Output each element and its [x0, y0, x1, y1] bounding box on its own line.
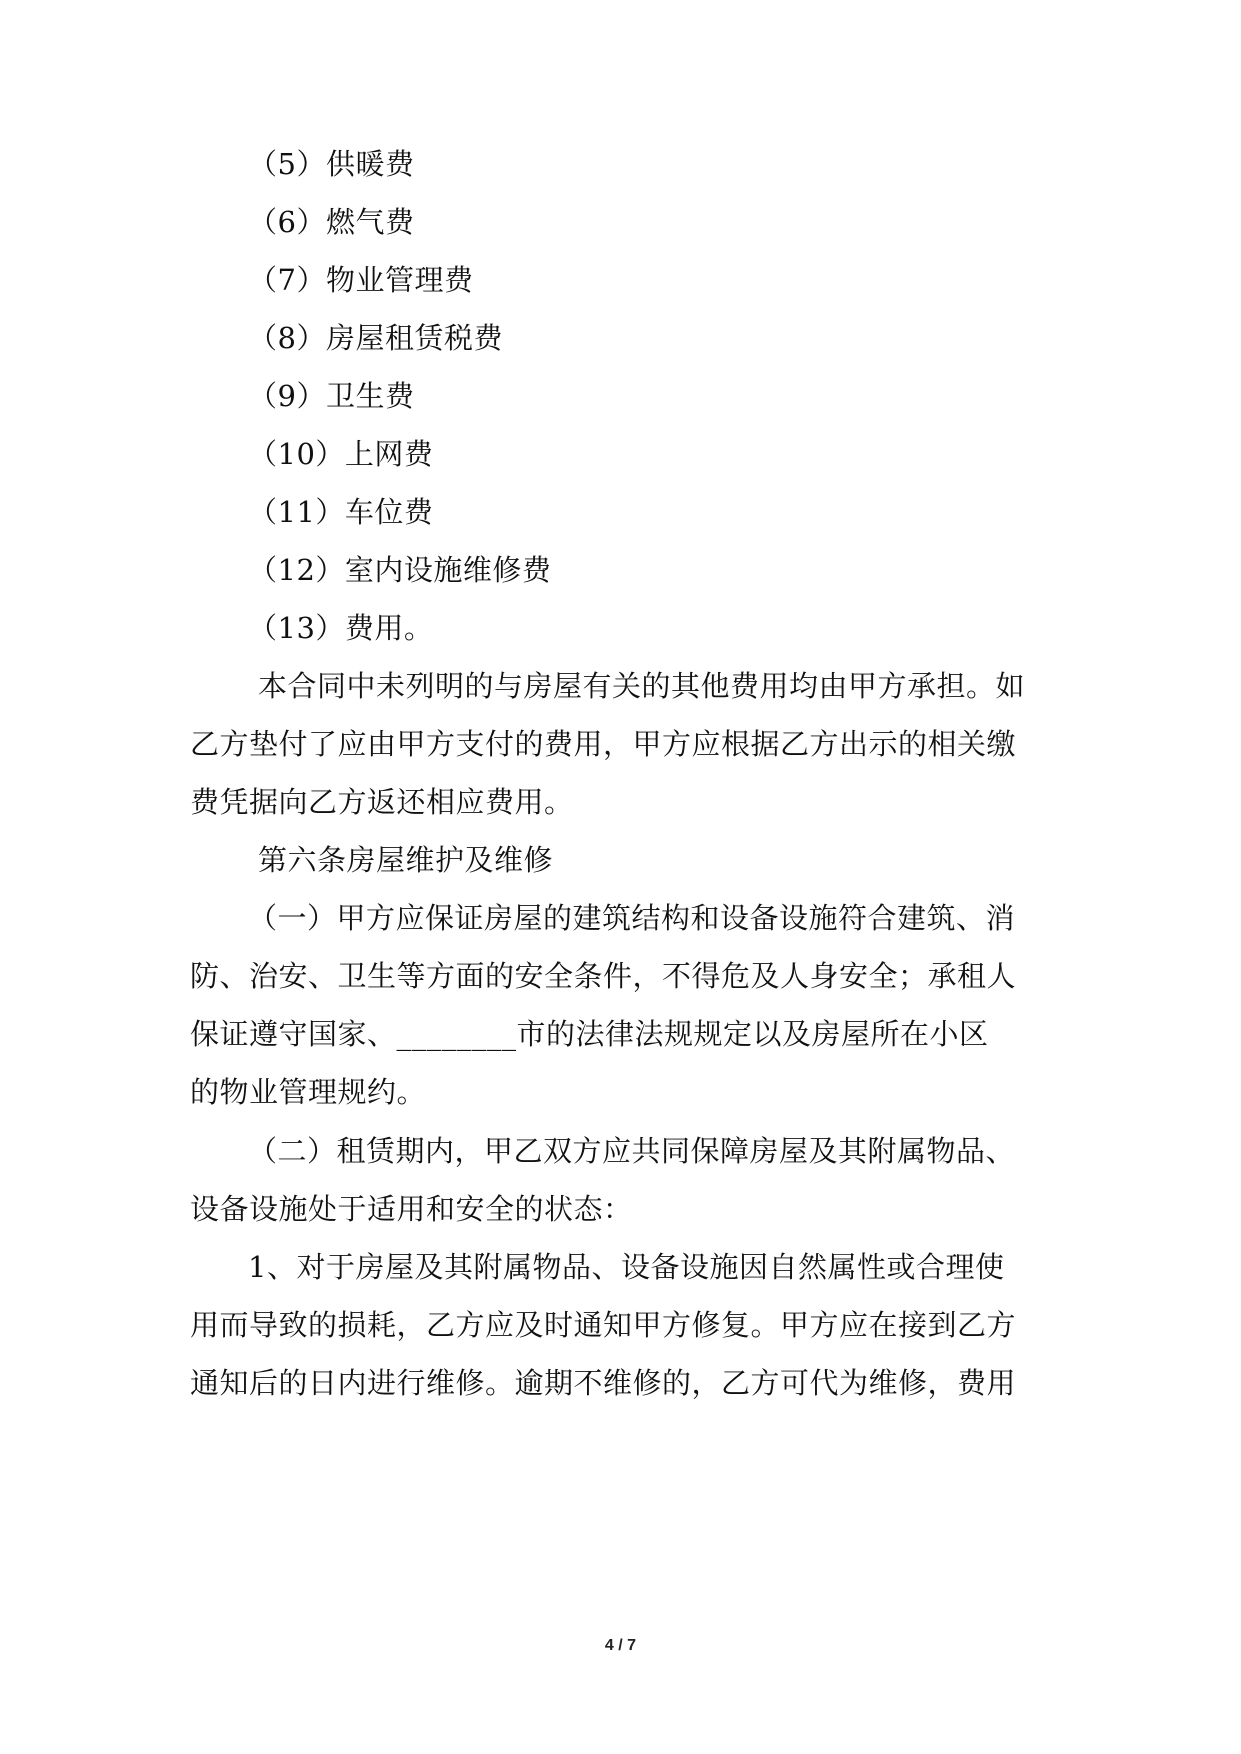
- list-item: （8）房屋租赁税费: [248, 321, 503, 355]
- article-heading: 第六条房屋维护及维修: [258, 843, 554, 877]
- paragraph-line: 防、治安、卫生等方面的安全条件，不得危及人身安全；承租人: [190, 959, 1017, 993]
- paragraph-line: 的物业管理规约。: [190, 1075, 427, 1109]
- paragraph-line: 用而导致的损耗，乙方应及时通知甲方修复。甲方应在接到乙方: [190, 1308, 1017, 1342]
- list-item: （10）上网费: [248, 437, 434, 471]
- list-item: （7）物业管理费: [248, 263, 474, 297]
- paragraph-line: 费凭据向乙方返还相应费用。: [190, 785, 574, 819]
- paragraph-line: 1、对于房屋及其附属物品、设备设施因自然属性或合理使: [248, 1250, 1005, 1284]
- paragraph-line: 设备设施处于适用和安全的状态：: [190, 1192, 633, 1226]
- page-number: 4 / 7: [604, 1637, 637, 1654]
- list-item: （9）卫生费: [248, 379, 415, 413]
- list-item: （13）费用。: [248, 611, 434, 645]
- list-item: （12）室内设施维修费: [248, 553, 552, 587]
- list-item: （6）燃气费: [248, 205, 415, 239]
- list-item: （11）车位费: [248, 495, 434, 529]
- paragraph-line: （二）租赁期内，甲乙双方应共同保障房屋及其附属物品、: [248, 1134, 1016, 1168]
- paragraph-line: 乙方垫付了应由甲方支付的费用，甲方应根据乙方出示的相关缴: [190, 727, 1017, 761]
- paragraph-line: 本合同中未列明的与房屋有关的其他费用均由甲方承担。如: [258, 669, 1026, 703]
- paragraph-line: （一）甲方应保证房屋的建筑结构和设备设施符合建筑、消: [248, 901, 1016, 935]
- paragraph-line: 保证遵守国家、________市的法律法规规定以及房屋所在小区: [190, 1017, 989, 1051]
- list-item: （5）供暖费: [248, 147, 415, 181]
- paragraph-line: 通知后的日内进行维修。逾期不维修的，乙方可代为维修，费用: [190, 1366, 1017, 1400]
